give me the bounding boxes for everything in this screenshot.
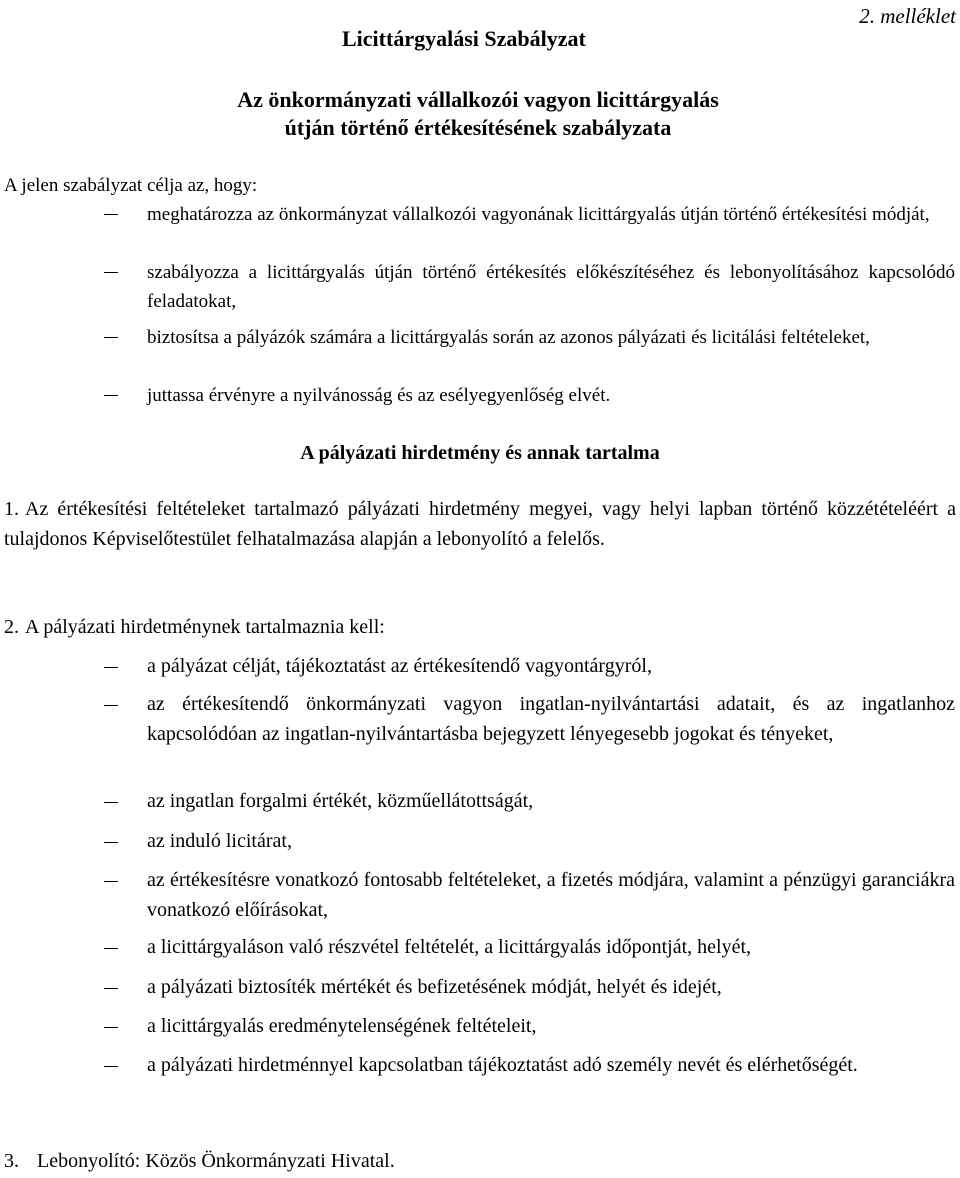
subtitle-line-1: Az önkormányzati vállalkozói vagyon licittárgyalás — [237, 87, 719, 112]
dash-bullet-icon — [104, 988, 118, 989]
paragraph-number: 3. — [4, 1150, 19, 1172]
dash-bullet-icon — [104, 1066, 118, 1067]
dash-bullet-icon — [104, 881, 118, 882]
paragraph-text: A pályázati hirdetménynek tartalmaznia kell: — [25, 616, 385, 638]
intro-lead: A jelen szabályzat célja az, hogy: — [4, 175, 258, 196]
content-item-text: az értékesítésre vonatkozó fontosabb feltételeket, a fizetés módjára, valamint a pénzügyi garanciákra vonatkozó előírásokat, — [147, 869, 955, 921]
annex-label: 2. melléklet — [859, 4, 956, 28]
subtitle-line-2: útján történő értékesítésének szabályzata — [284, 115, 672, 140]
content-item-text: a licittárgyaláson való részvétel feltételét, a licittárgyalás időpontját, helyét, — [147, 936, 752, 958]
dash-bullet-icon — [104, 705, 118, 706]
paragraph-number: 1. — [4, 498, 19, 520]
dash-bullet-icon — [104, 842, 118, 843]
dash-bullet-icon — [104, 214, 118, 215]
content-item-text: az értékesítendő önkormányzati vagyon ingatlan-nyilvántartási adatait, és az ingatlanhoz kapcsolódóan az ingatlan-nyilvántartásba bejegyzett lényegesebb jogokat és tényeket, — [147, 693, 955, 745]
paragraph-2 — [4, 613, 956, 643]
section-heading: A pályázati hirdetmény és annak tartalma — [300, 442, 660, 464]
dash-bullet-icon — [104, 337, 118, 338]
dash-bullet-icon — [104, 395, 118, 396]
paragraph-number: 2. — [4, 616, 19, 638]
dash-bullet-icon — [104, 667, 118, 668]
dash-bullet-icon — [104, 272, 118, 273]
paragraph-1 — [4, 495, 956, 554]
content-item-text: az induló licitárat, — [147, 830, 292, 852]
content-item-text: az ingatlan forgalmi értékét, közműellátottságát, — [147, 790, 534, 812]
intro-item-text: meghatározza az önkormányzat vállalkozói vagyonának licittárgyalás útján történő értékesítési módját, — [147, 204, 930, 225]
dash-bullet-icon — [104, 1027, 118, 1028]
content-item-text: a licittárgyalás eredménytelenségének feltételeit, — [147, 1015, 537, 1037]
intro-item-text: juttassa érvényre a nyilvánosság és az esélyegyenlőség elvét. — [147, 385, 611, 406]
dash-bullet-icon — [104, 802, 118, 803]
document-subtitle — [0, 86, 960, 142]
paragraph-3 — [4, 1147, 956, 1177]
paragraph-text: Az értékesítési feltételeket tartalmazó pályázati hirdetmény megyei, vagy helyi lapban történő közzétételéért a tulajdonos Képviselőtestület felhatalmazása alapján a lebonyolító a felelős. — [4, 498, 956, 550]
content-item-text: a pályázati hirdetménnyel kapcsolatban tájékoztatást adó személy nevét és elérhetőségét. — [147, 1054, 858, 1076]
paragraph-text: Lebonyolító: Közös Önkormányzati Hivatal. — [37, 1150, 395, 1172]
intro-item-text: szabályozza a licittárgyalás útján történő értékesítés előkészítéséhez és lebonyolításához kapcsolódó feladatokat, — [147, 262, 955, 312]
intro-item-text: biztosítsa a pályázók számára a licittárgyalás során az azonos pályázati és licitálási feltételeket, — [147, 327, 870, 348]
dash-bullet-icon — [104, 948, 118, 949]
content-item-text: a pályázati biztosíték mértékét és befizetésének módját, helyét és idejét, — [147, 976, 722, 998]
content-item-text: a pályázat célját, tájékoztatást az értékesítendő vagyontárgyról, — [147, 655, 652, 677]
document-title: Licittárgyalási Szabályzat — [342, 26, 586, 51]
